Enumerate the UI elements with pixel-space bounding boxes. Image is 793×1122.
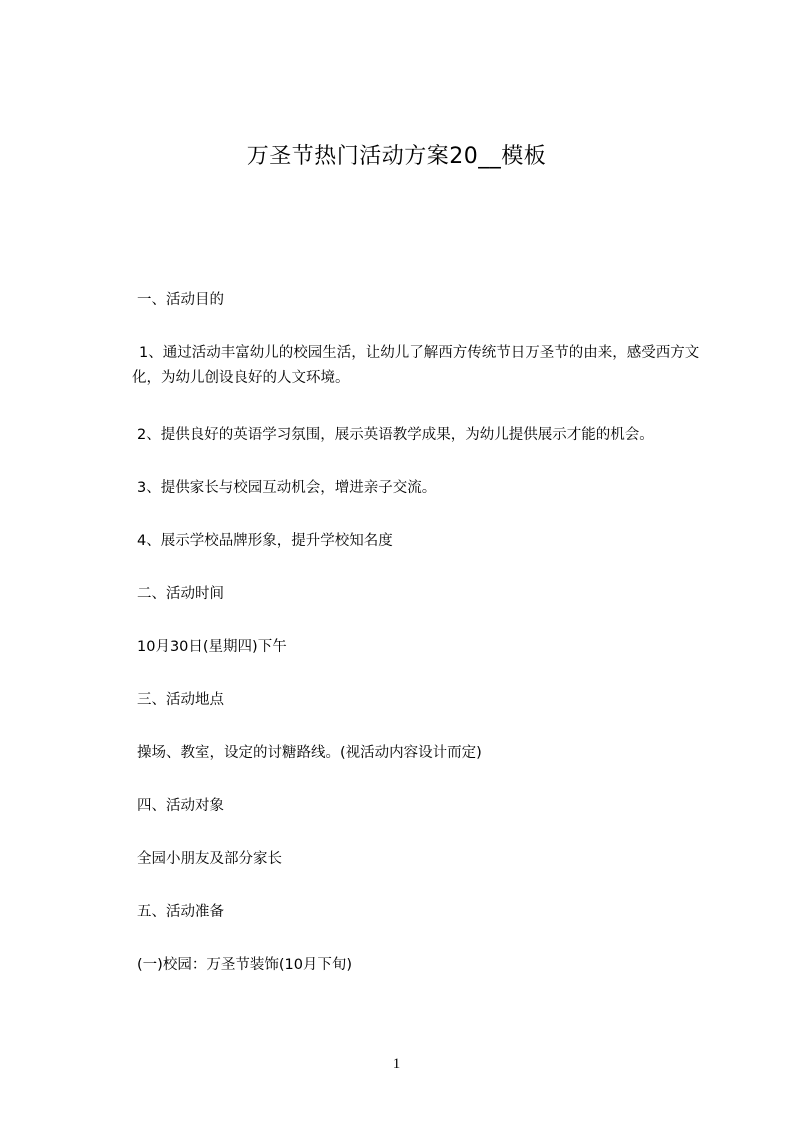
paragraph-time: 10月30日(星期四)下午	[137, 639, 287, 655]
heading-location: 三、活动地点	[137, 692, 224, 708]
paragraph-preparation-1: (一)校园：万圣节装饰(10月下旬)	[137, 957, 353, 973]
heading-preparation: 五、活动准备	[137, 904, 224, 920]
page-number: 1	[392, 1056, 401, 1072]
heading-purpose: 一、活动目的	[137, 292, 224, 308]
document-title: 万圣节热门活动方案20__模板	[246, 144, 547, 169]
paragraph-purpose-3: 3、提供家长与校园互动机会，增进亲子交流。	[137, 480, 437, 496]
heading-time: 二、活动时间	[137, 586, 224, 602]
paragraph-participants: 全园小朋友及部分家长	[137, 851, 282, 867]
paragraph-purpose-4: 4、展示学校品牌形象，提升学校知名度	[137, 533, 393, 549]
paragraph-purpose-1: 1、通过活动丰富幼儿的校园生活，让幼儿了解西方传统节日万圣节的由来，感受西方文化，为幼儿创设良好的人文环境。	[132, 345, 700, 386]
heading-participants: 四、活动对象	[137, 798, 224, 814]
paragraph-location: 操场、教室，设定的讨糖路线。(视活动内容设计而定)	[137, 745, 482, 761]
paragraph-purpose-2: 2、提供良好的英语学习氛围，展示英语教学成果，为幼儿提供展示才能的机会。	[137, 427, 654, 443]
